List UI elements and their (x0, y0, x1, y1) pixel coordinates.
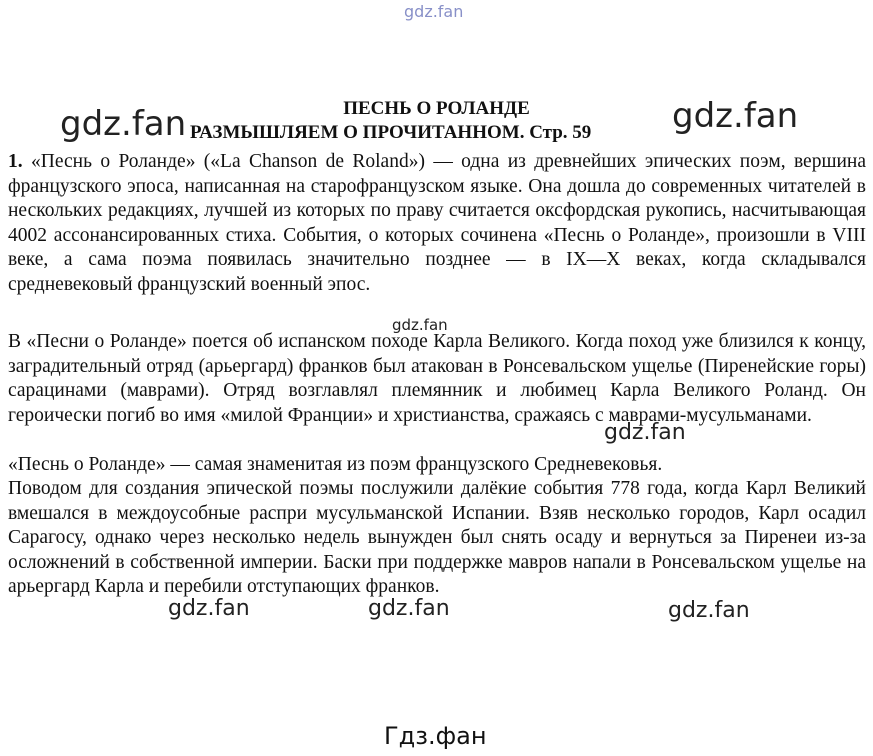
paragraph-4-text: Поводом для создания эпической поэмы послужили далёкие события 778 года, когда Карл Великий вмешался в междоусобные распри мусульманской Испании. Взяв несколько городов, Карл осадил Сарагосу, однако через несколько недель вынужден был снять осаду и вернуться за Пиренеи из-за осложнений в собственной империи. Баски при поддержке мавров напали в Ронсевальском ущелье на арьергард Карла и перебили отступающих франков. (8, 478, 866, 597)
paragraph-3 (8, 453, 866, 478)
paragraph-2-text: В «Песни о Роланде» поется об испанском походе Карла Великого. Когда поход уже близился к концу, заградительный отряд (арьергард) франков был атакован в Ронсевальском ущелье (Пиренейские горы) сарацинами (маврами). Отряд возглавлял племянник и любимец Карла Великого Роланд. Он героически погиб во имя «милой Франции» и христианства, сражаясь с маврами-мусульманами. (8, 331, 866, 426)
watermark-lower-1: gdz.fan (168, 596, 250, 621)
watermark-top: gdz.fan (404, 2, 464, 21)
watermark-lower-2: gdz.fan (368, 596, 450, 621)
paragraph-2 (8, 330, 866, 428)
watermark-header-left: gdz.fan (60, 104, 187, 144)
paragraph-1 (8, 150, 866, 297)
watermark-footer: Гдз.фан (384, 722, 487, 750)
watermark-lower-3: gdz.fan (668, 598, 750, 623)
watermark-middle-right: gdz.fan (604, 420, 686, 445)
paragraph-1-text: «Песнь о Роланде» («La Chanson de Roland») — одна из древнейших эпических поэм, вершина французского эпоса, написанная на старофранцузском языке. Она дошла до современных читателей в нескольких редакциях, лучшей из которых по праву считается оксфордская рукопись, насчитывающая 4002 ассонансированных стиха. События, о которых сочинена «Песнь о Роланде», произошли в VIII веке, а сама поэма появилась значительно позднее — в IX—X веках, когда складывался средневековый французский военный эпос. (8, 151, 866, 295)
page-title: ПЕСНЬ О РОЛАНДЕ (343, 98, 530, 119)
watermark-middle-small: gdz.fan (392, 316, 448, 334)
answer-number: 1. (8, 151, 23, 172)
watermark-header-right: gdz.fan (672, 96, 799, 136)
page-subtitle: РАЗМЫШЛЯЕМ О ПРОЧИТАННОМ. Стр. 59 (190, 122, 592, 143)
paragraph-3-text: «Песнь о Роланде» — самая знаменитая из поэм французского Средневековья. (8, 454, 663, 475)
paragraph-4 (8, 477, 866, 600)
